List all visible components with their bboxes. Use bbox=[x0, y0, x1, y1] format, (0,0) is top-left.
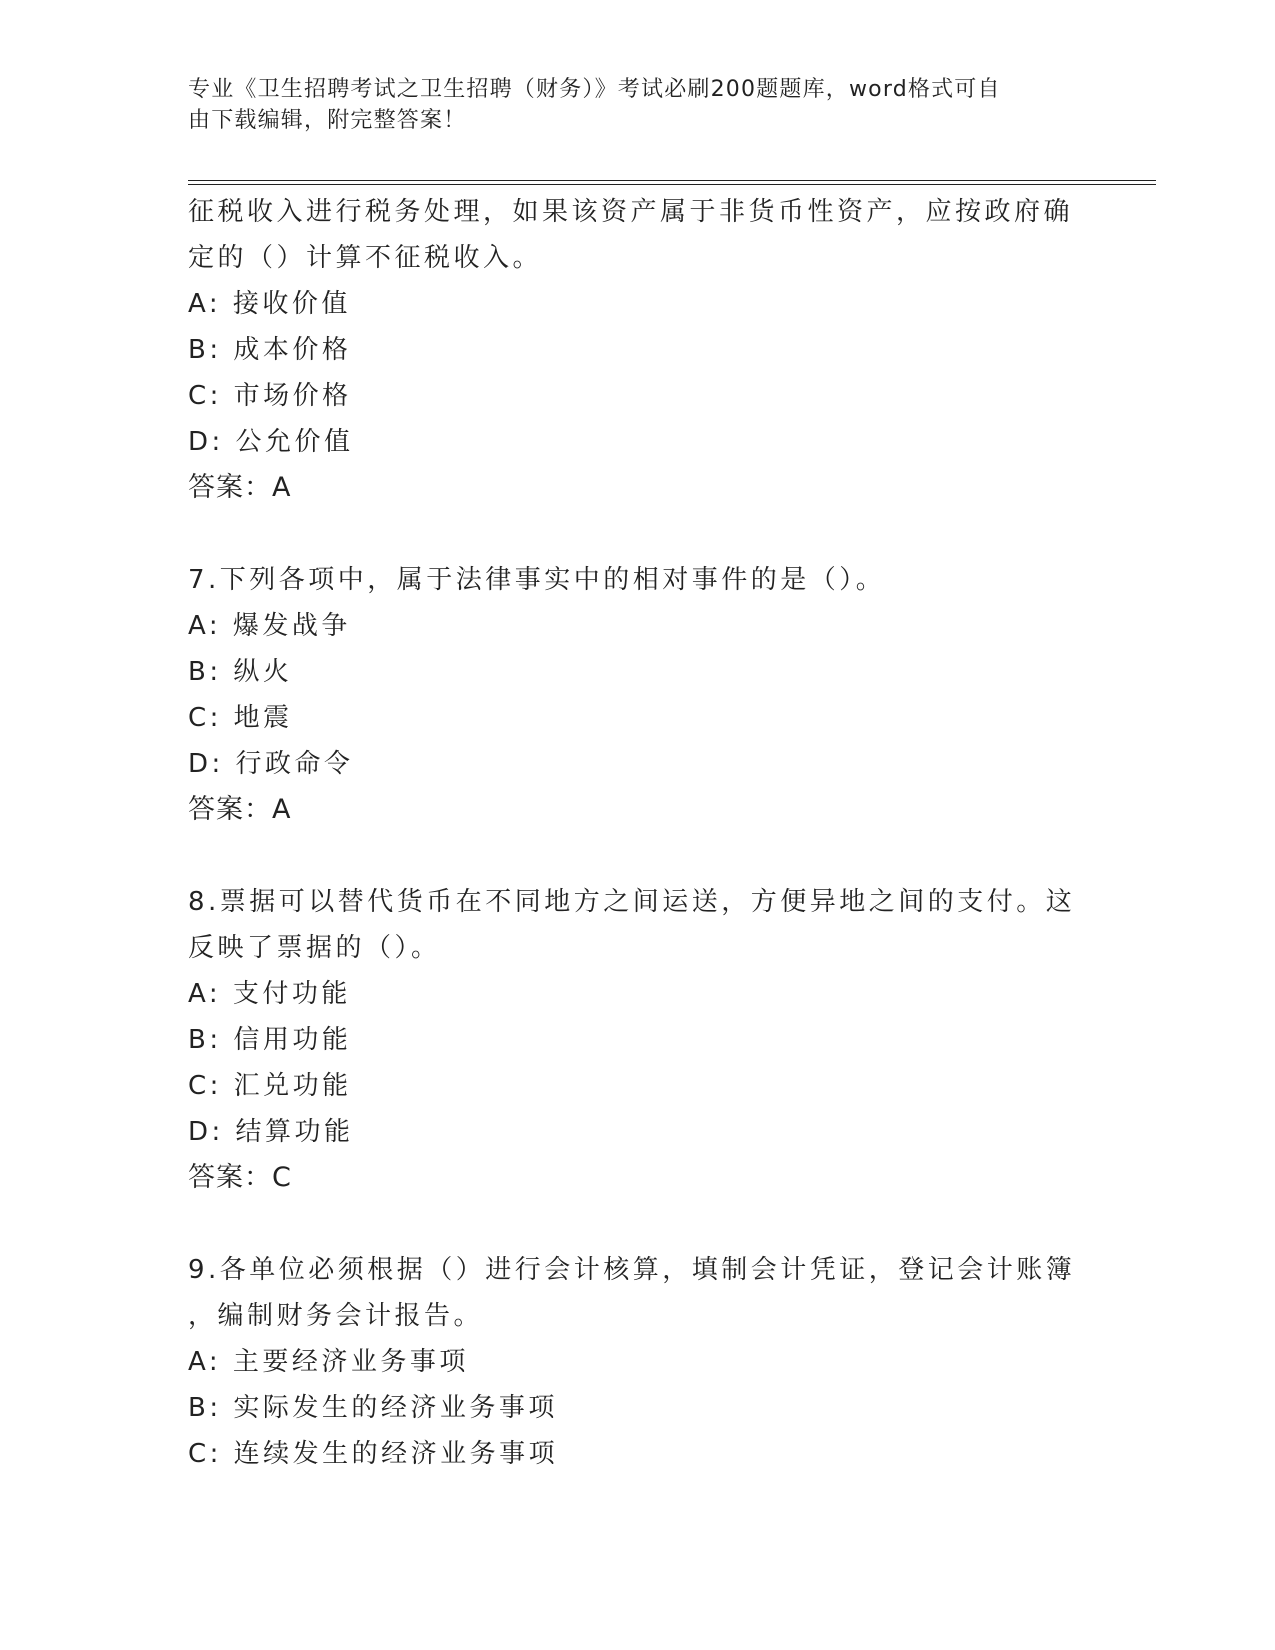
header-title-line-1: 专业《卫生招聘考试之卫生招聘（财务）》考试必刷200题题库，word格式可自 bbox=[188, 77, 1001, 102]
option-b: B: 纵火 bbox=[188, 657, 293, 687]
spacer bbox=[188, 1201, 1068, 1247]
header-divider bbox=[188, 180, 1156, 185]
question-stem-line: 7.下列各项中，属于法律事实中的相对事件的是（）。 bbox=[188, 565, 886, 595]
option-c: C: 汇兑功能 bbox=[188, 1071, 352, 1101]
option-c: C: 地震 bbox=[188, 703, 293, 733]
question-stem-line: 9.各单位必须根据（）进行会计核算，填制会计凭证，登记会计账簿 bbox=[188, 1255, 1076, 1285]
header-title-line-2: 由下载编辑，附完整答案！ bbox=[188, 108, 467, 133]
option-a: A: 主要经济业务事项 bbox=[188, 1347, 469, 1377]
question-7 bbox=[188, 557, 1068, 833]
option-d: D: 公允价值 bbox=[188, 427, 354, 457]
option-d: D: 结算功能 bbox=[188, 1117, 354, 1147]
spacer bbox=[188, 833, 1068, 879]
question-9 bbox=[188, 1247, 1076, 1477]
option-a: A: 支付功能 bbox=[188, 979, 351, 1009]
option-a: A: 接收价值 bbox=[188, 289, 351, 319]
question-stem-line: 反映了票据的（）。 bbox=[188, 933, 441, 963]
option-b: B: 实际发生的经济业务事项 bbox=[188, 1393, 558, 1423]
option-d: D: 行政命令 bbox=[188, 749, 354, 779]
option-a: A: 爆发战争 bbox=[188, 611, 351, 641]
question-8 bbox=[188, 879, 1076, 1201]
question-6 bbox=[188, 189, 1074, 511]
answer-line: 答案：A bbox=[188, 472, 292, 503]
answer-line: 答案：A bbox=[188, 794, 292, 825]
question-stem-line: 定的（）计算不征税收入。 bbox=[188, 243, 543, 273]
option-c: C: 市场价格 bbox=[188, 381, 352, 411]
answer-line: 答案：C bbox=[188, 1162, 292, 1193]
document-header bbox=[188, 74, 1068, 136]
option-b: B: 信用功能 bbox=[188, 1025, 352, 1055]
option-b: B: 成本价格 bbox=[188, 335, 352, 365]
question-list bbox=[188, 189, 1076, 1477]
question-stem-line: ，编制财务会计报告。 bbox=[188, 1301, 484, 1331]
spacer bbox=[188, 511, 1068, 557]
question-stem-line: 征税收入进行税务处理，如果该资产属于非货币性资产，应按政府确 bbox=[188, 197, 1074, 227]
question-stem-line: 8.票据可以替代货币在不同地方之间运送，方便异地之间的支付。这 bbox=[188, 887, 1076, 917]
option-c: C: 连续发生的经济业务事项 bbox=[188, 1439, 559, 1469]
